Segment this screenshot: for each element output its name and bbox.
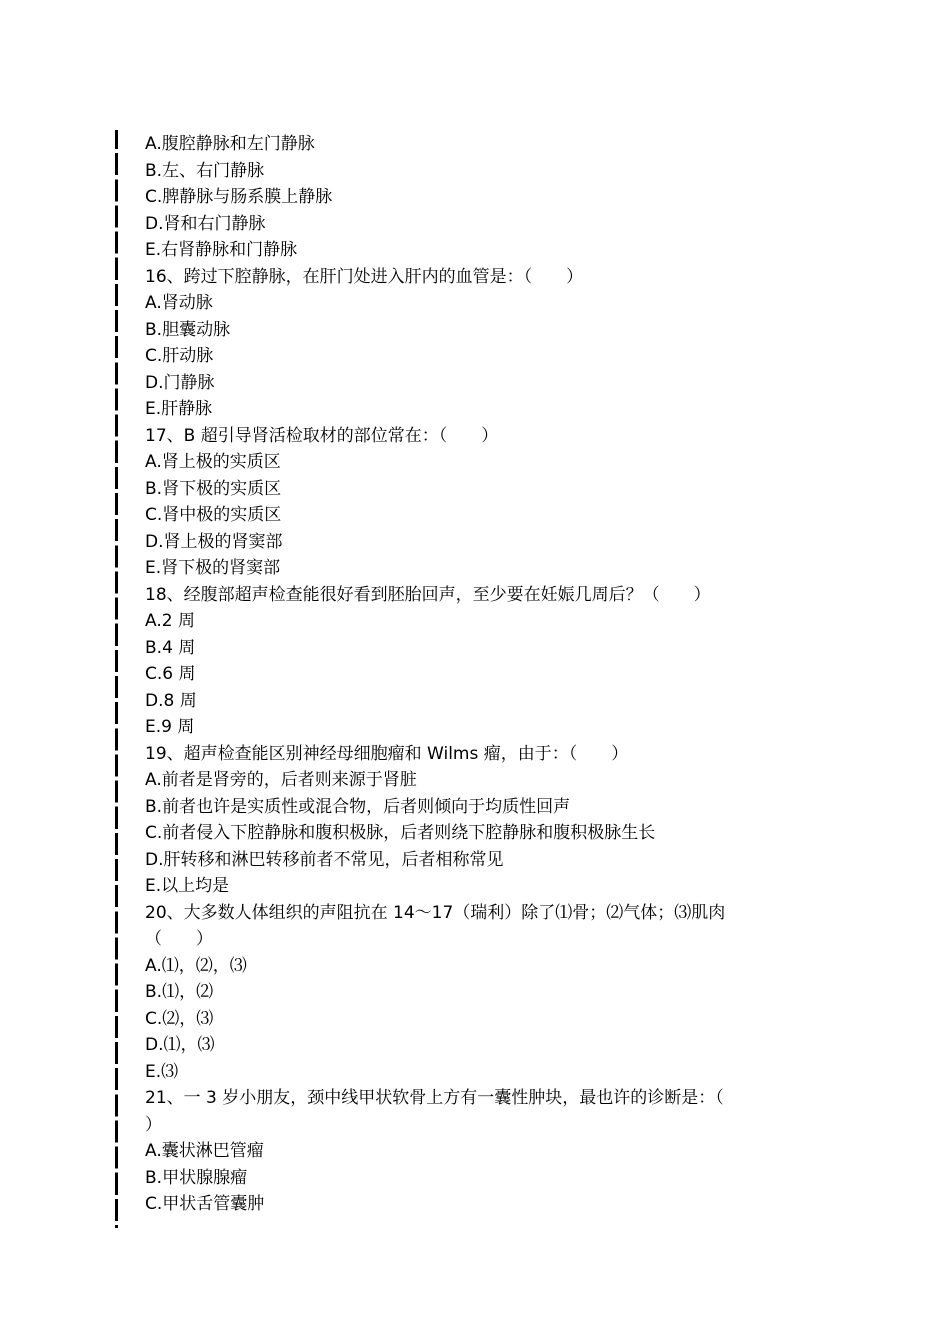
option-line: E.肝静脉 bbox=[145, 399, 213, 419]
option-line: C.甲状舌管囊肿 bbox=[145, 1194, 265, 1214]
option-line: E.9 周 bbox=[145, 717, 195, 737]
option-line: C.脾静脉与肠系膜上静脉 bbox=[145, 187, 333, 207]
option-line: C.6 周 bbox=[145, 664, 196, 684]
option-line: B.前者也许是实质性或混合物，后者则倾向于均质性回声 bbox=[145, 796, 571, 817]
question-line: 17、B 超引导肾活检取材的部位常在：（ ） bbox=[145, 425, 499, 446]
question-line-continued: ） bbox=[145, 1114, 162, 1135]
option-line: A.肾动脉 bbox=[145, 293, 213, 313]
option-line: E.肾下极的肾窦部 bbox=[145, 558, 281, 578]
option-line: E.以上均是 bbox=[145, 876, 230, 896]
option-line: B.肾下极的实质区 bbox=[145, 478, 282, 499]
question-line: 19、超声检查能区别神经母细胞瘤和 Wilms 瘤，由于：（ ） bbox=[145, 743, 629, 764]
option-line: A.⑴，⑵，⑶ bbox=[145, 955, 247, 976]
question-list bbox=[145, 131, 815, 1218]
option-line: A.囊状淋巴管瘤 bbox=[145, 1141, 264, 1161]
option-line: D.8 周 bbox=[145, 690, 197, 711]
margin-rule bbox=[115, 130, 118, 1228]
option-line: B.甲状腺腺瘤 bbox=[145, 1167, 248, 1188]
question-line: 16、跨过下腔静脉，在肝门处进入肝内的血管是：（ ） bbox=[145, 266, 584, 287]
question-line-continued: （ ） bbox=[145, 929, 213, 949]
option-line: D.肾和右门静脉 bbox=[145, 213, 266, 234]
option-line: E.⑶ bbox=[145, 1061, 179, 1082]
question-line: 18、经腹部超声检查能很好看到胚胎回声，至少要在妊娠几周后？（ ） bbox=[145, 584, 711, 605]
option-line: A.肾上极的实质区 bbox=[145, 452, 281, 472]
option-line: D.肾上极的肾窦部 bbox=[145, 531, 283, 552]
option-line: B.胆囊动脉 bbox=[145, 319, 231, 340]
option-line: A.腹腔静脉和左门静脉 bbox=[145, 134, 315, 154]
option-line: C.⑵，⑶ bbox=[145, 1008, 214, 1029]
option-line: B.4 周 bbox=[145, 637, 196, 658]
option-line: C.肝动脉 bbox=[145, 346, 214, 366]
option-line: C.前者侵入下腔静脉和腹积极脉，后者则绕下腔静脉和腹积极脉生长 bbox=[145, 823, 656, 843]
option-line: D.门静脉 bbox=[145, 372, 215, 393]
question-line: 20、大多数人体组织的声阻抗在 14～17（瑞利）除了⑴骨；⑵气体；⑶肌肉 bbox=[145, 902, 726, 923]
option-line: E.右肾静脉和门静脉 bbox=[145, 240, 298, 260]
option-line: B.左、右门静脉 bbox=[145, 160, 265, 181]
question-line: 21、一 3 岁小朋友，颈中线甲状软骨上方有一囊性肿块，最也许的诊断是：（ bbox=[145, 1088, 724, 1108]
option-line: A.2 周 bbox=[145, 611, 195, 631]
option-line: A.前者是肾旁的，后者则来源于肾脏 bbox=[145, 770, 417, 790]
option-line: C.肾中极的实质区 bbox=[145, 505, 282, 525]
option-line: D.肝转移和淋巴转移前者不常见，后者相称常见 bbox=[145, 849, 504, 870]
option-line: B.⑴，⑵ bbox=[145, 982, 214, 1002]
option-line: D.⑴，⑶ bbox=[145, 1035, 215, 1055]
